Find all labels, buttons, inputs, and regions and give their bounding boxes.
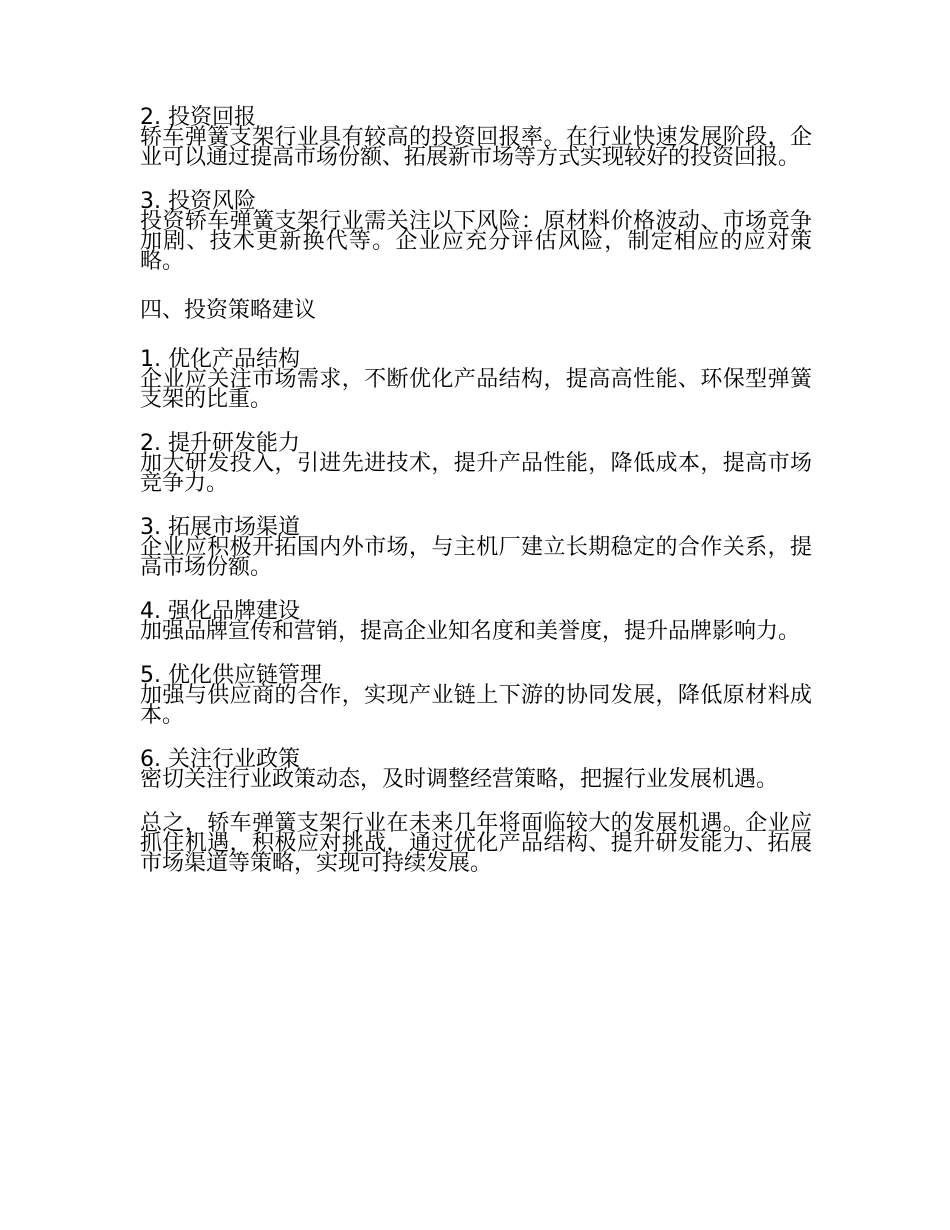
- section-title: 四、投资策略建议: [140, 298, 317, 323]
- strategy-item: [140, 747, 812, 792]
- strategy-text: 加强品牌宣传和营销，提高企业知名度和美誉度，提升品牌影响力。: [140, 619, 801, 644]
- strategy-heading: 5. 优化供应链管理: [140, 663, 322, 688]
- strategy-heading: 4. 强化品牌建设: [140, 599, 300, 624]
- investment-risk-heading: 3. 投资风险: [140, 189, 256, 214]
- strategy-item: [140, 599, 812, 644]
- strategy-heading: 6. 关注行业政策: [140, 747, 300, 772]
- document-page: [140, 105, 812, 898]
- strategy-text: 加强与供应商的合作，实现产业链上下游的协同发展，降低原材料成本。: [140, 683, 812, 728]
- strategy-text: 密切关注行业政策动态，及时调整经营策略，把握行业发展机遇。: [140, 767, 779, 792]
- strategy-text: 企业应关注市场需求，不断优化产品结构，提高高性能、环保型弹簧支架的比重。: [140, 367, 812, 412]
- investment-risk-text: 投资轿车弹簧支架行业需关注以下风险：原材料价格波动、市场竞争加剧、技术更新换代等。企业应充分评估风险，制定相应的应对策略。: [140, 209, 812, 274]
- strategy-text: 企业应积极开拓国内外市场，与主机厂建立长期稳定的合作关系，提高市场份额。: [140, 535, 812, 580]
- strategy-item: [140, 431, 812, 496]
- strategy-item: [140, 515, 812, 580]
- strategy-text: 加大研发投入，引进先进技术，提升产品性能，降低成本，提高市场竞争力。: [140, 451, 812, 496]
- investment-return-heading: 2. 投资回报: [140, 105, 256, 130]
- investment-return-block: [140, 105, 812, 170]
- strategy-heading: 2. 提升研发能力: [140, 431, 300, 456]
- conclusion-block: [140, 811, 812, 876]
- investment-risk-block: [140, 189, 812, 274]
- strategy-item: [140, 347, 812, 412]
- strategy-heading: 3. 拓展市场渠道: [140, 515, 300, 540]
- conclusion-text: 总之，轿车弹簧支架行业在未来几年将面临较大的发展机遇。企业应抓住机遇，积极应对挑战，通过优化产品结构、提升研发能力、拓展市场渠道等策略，实现可持续发展。: [140, 811, 812, 876]
- investment-return-text: 轿车弹簧支架行业具有较高的投资回报率。在行业快速发展阶段，企业可以通过提高市场份额、拓展新市场等方式实现较好的投资回报。: [140, 125, 812, 170]
- strategy-heading: 1. 优化产品结构: [140, 347, 300, 372]
- strategy-item: [140, 663, 812, 728]
